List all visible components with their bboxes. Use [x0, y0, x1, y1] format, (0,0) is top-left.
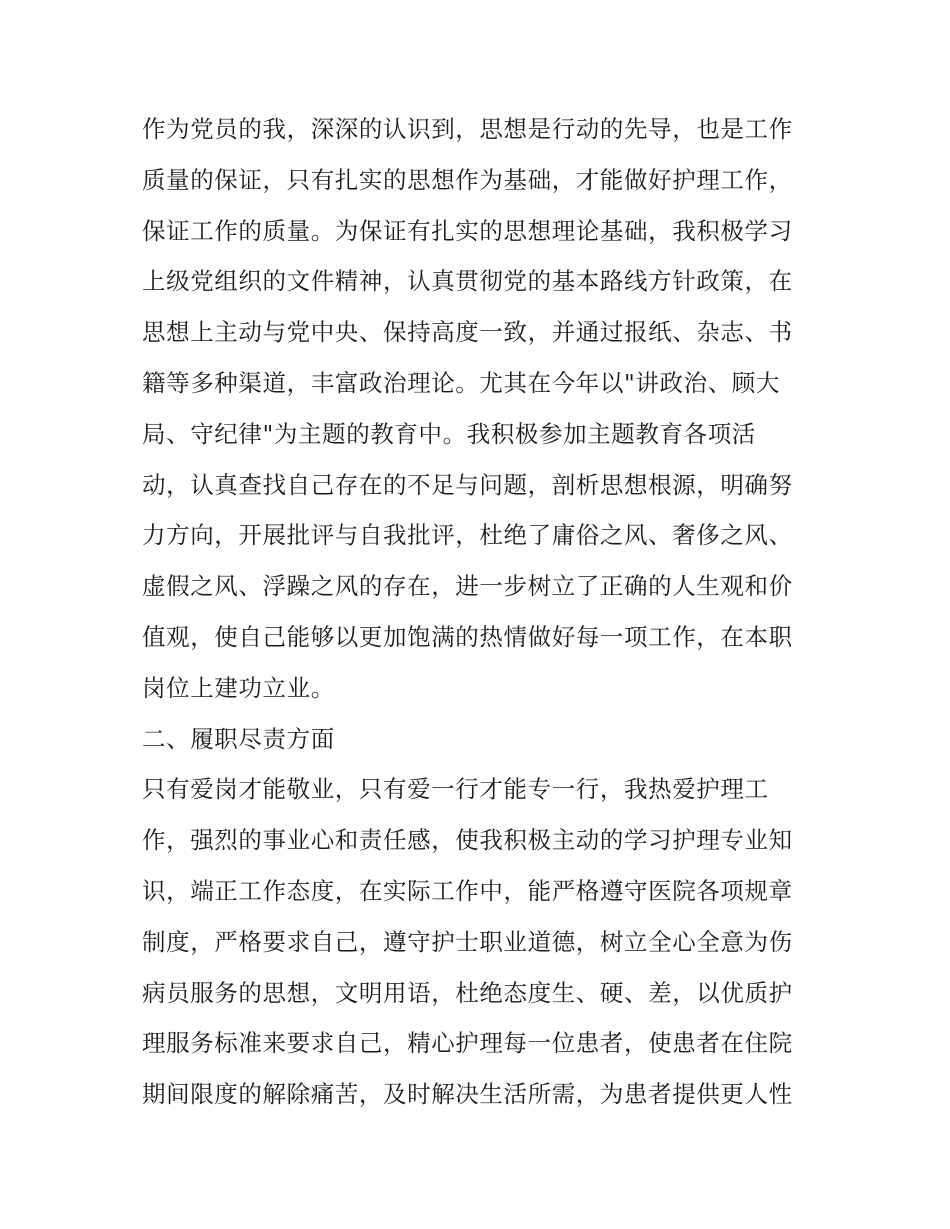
text-line: 籍等多种渠道，丰富政治理论。尤其在今年以"讲政治、顾大 [142, 368, 781, 397]
text-line: 识，端正工作态度，在实际工作中，能严格遵守医院各项规章 [142, 876, 793, 905]
text-line: 虚假之风、浮躁之风的存在，进一步树立了正确的人生观和价 [142, 572, 793, 601]
section-heading: 二、履职尽责方面 [142, 724, 335, 753]
text-line: 制度，严格要求自己，遵守护士职业道德，树立全心全意为伤 [142, 927, 793, 956]
text-line: 理服务标准来要求自己，精心护理每一位患者，使患者在住院 [142, 1029, 793, 1058]
text-line: 动，认真查找自己存在的不足与问题，剖析思想根源，明确努 [142, 470, 793, 499]
text-line: 上级党组织的文件精神，认真贯彻党的基本路线方针政策，在 [142, 267, 793, 296]
text-line: 作，强烈的事业心和责任感，使我积极主动的学习护理专业知 [142, 826, 793, 855]
text-line: 期间限度的解除痛苦，及时解决生活所需，为患者提供更人性 [142, 1080, 793, 1109]
text-line: 作为党员的我，深深的认识到，思想是行动的先导，也是工作 [142, 115, 793, 143]
text-line: 质量的保证，只有扎实的思想作为基础，才能做好护理工作， [142, 165, 793, 194]
text-line: 力方向，开展批评与自我批评，杜绝了庸俗之风、奢侈之风、 [142, 521, 793, 550]
text-line: 思想上主动与党中央、保持高度一致，并通过报纸、杂志、书 [142, 318, 793, 347]
text-line: 只有爱岗才能敬业，只有爱一行才能专一行，我热爱护理工 [142, 775, 769, 804]
text-line: 保证工作的质量。为保证有扎实的思想理论基础，我积极学习 [142, 216, 793, 245]
text-line: 岗位上建功立业。 [142, 673, 335, 702]
text-line: 病员服务的思想，文明用语，杜绝态度生、硬、差，以优质护 [142, 978, 793, 1007]
body-text [142, 104, 822, 1120]
text-line: 值观，使自己能够以更加饱满的热情做好每一项工作，在本职 [142, 622, 793, 651]
text-line: 局、守纪律"为主题的教育中。我积极参加主题教育各项活 [142, 419, 756, 448]
